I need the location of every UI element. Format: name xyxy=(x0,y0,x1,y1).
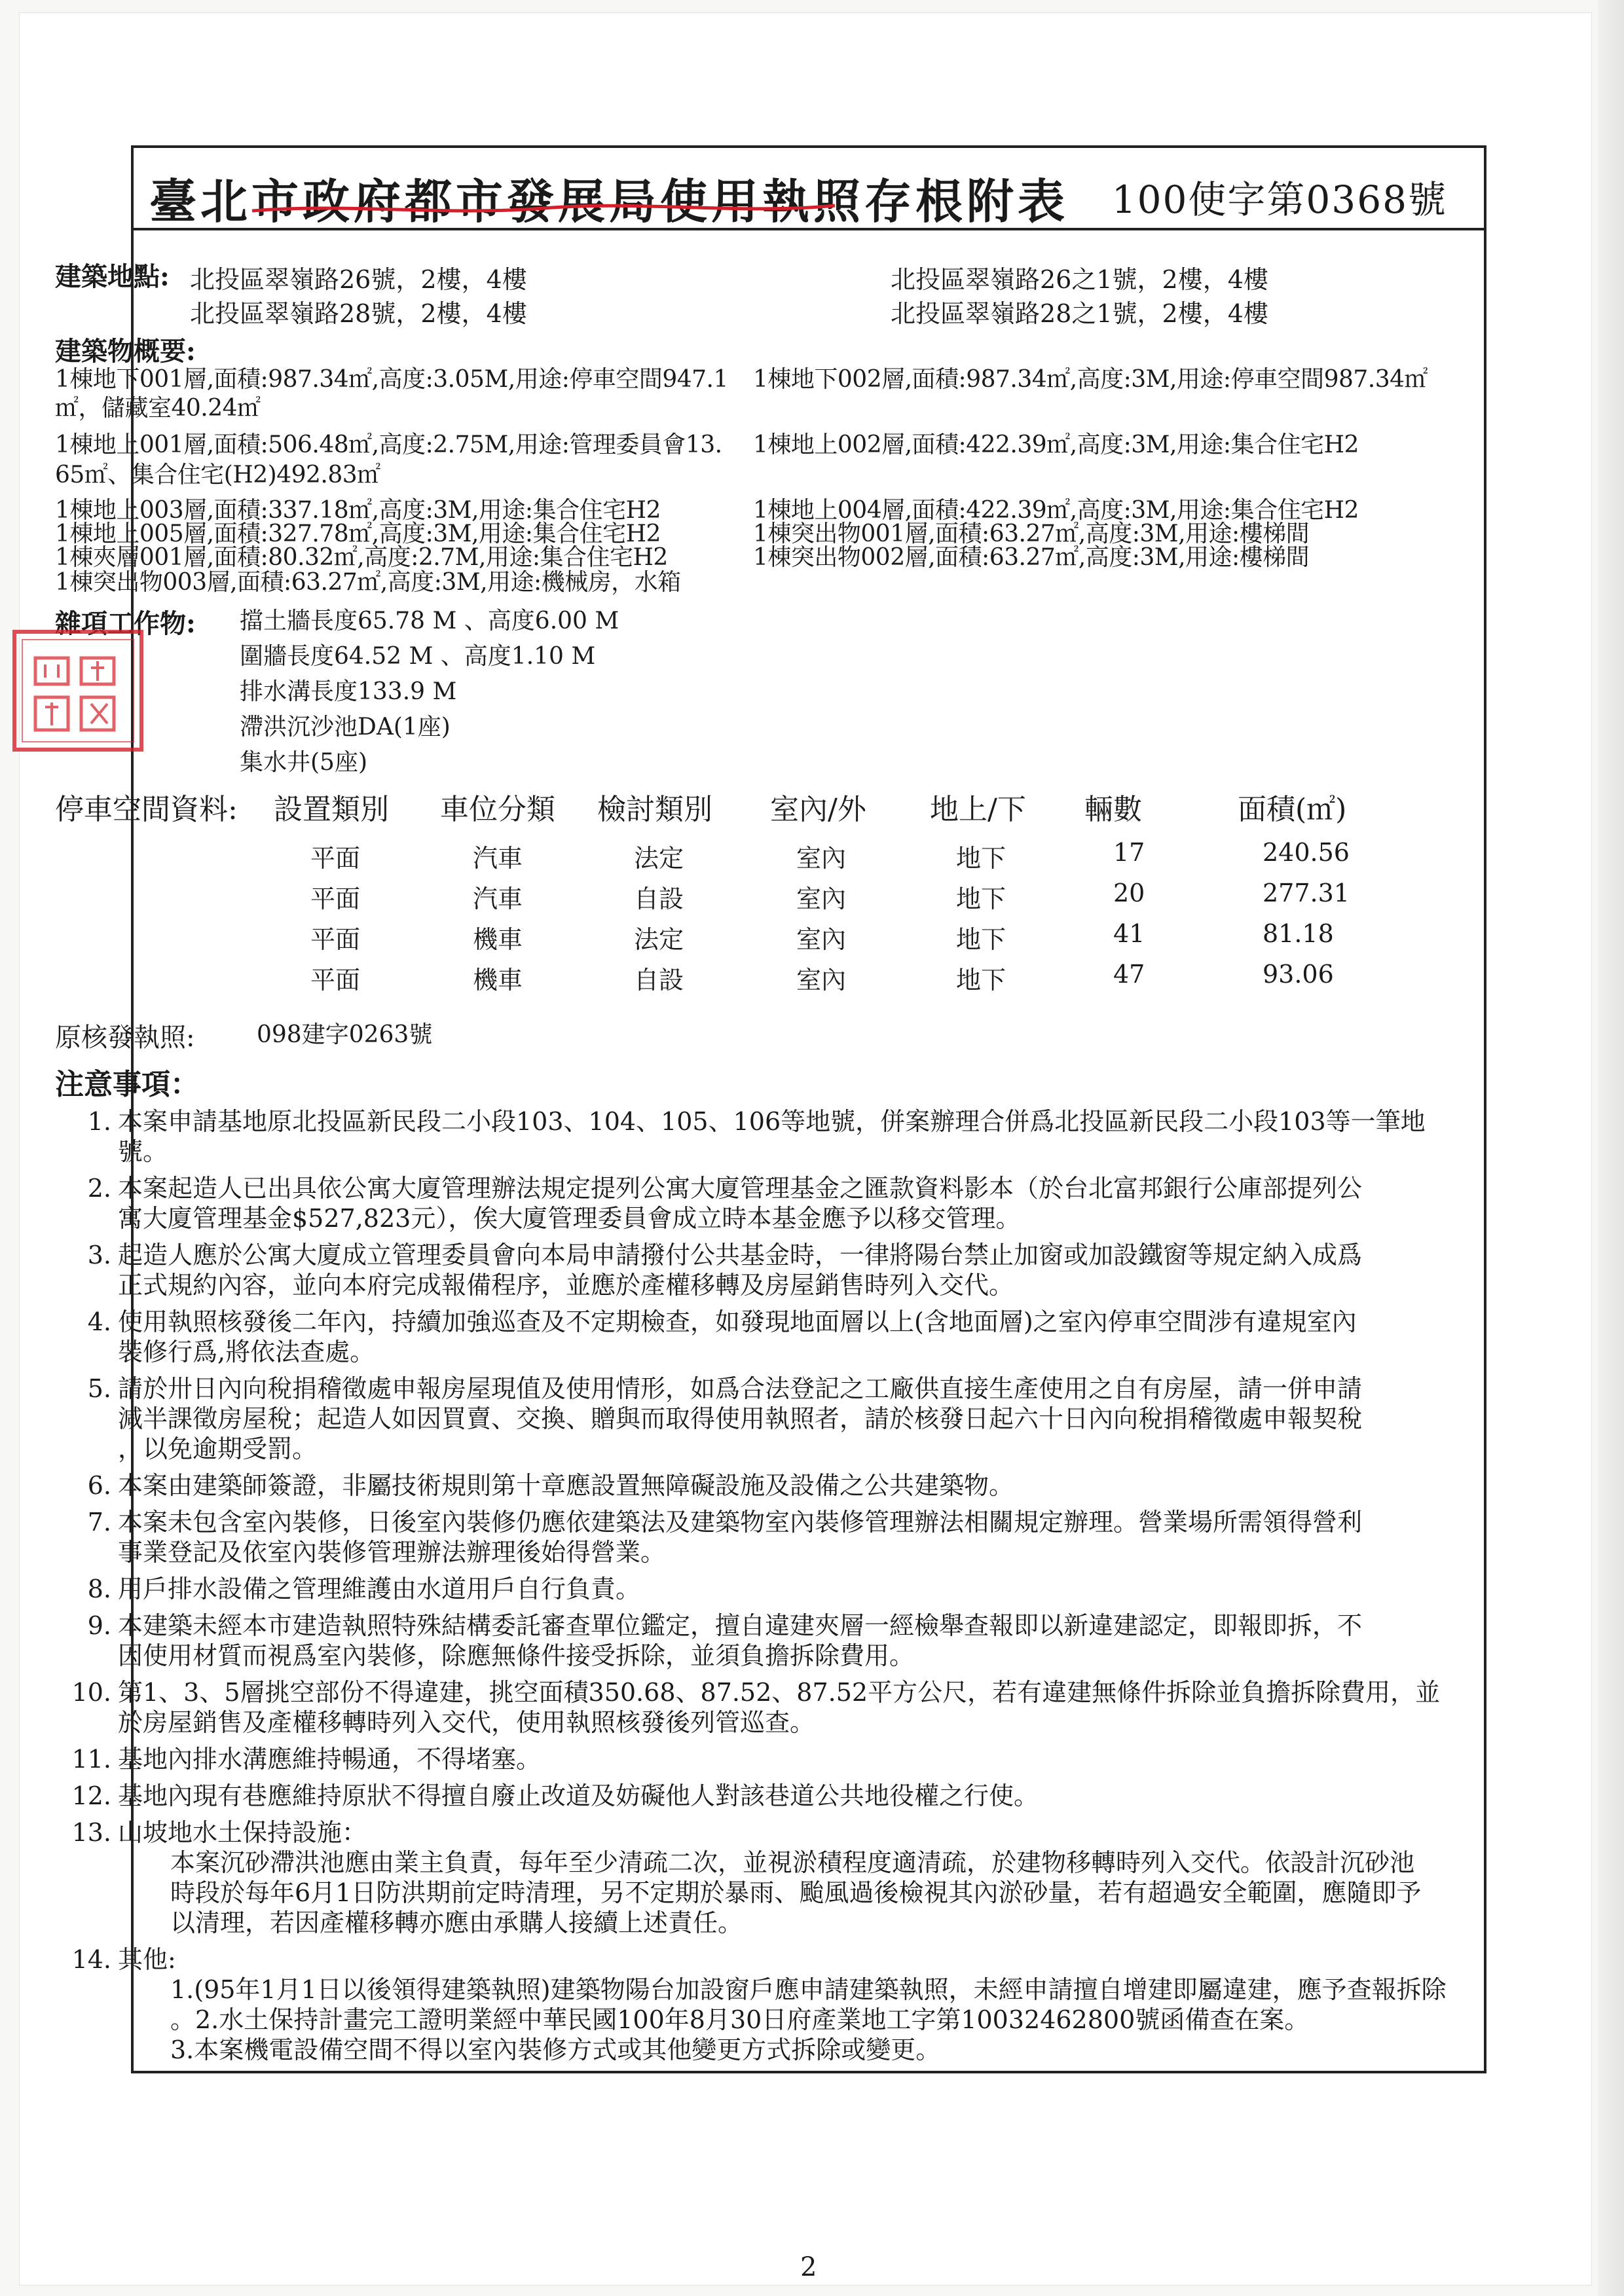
parking-cell: 法定 xyxy=(634,925,684,954)
parking-cell: 20 xyxy=(1113,879,1145,907)
note-line: 以清理，若因產權移轉亦應由承購人接續上述責任。 xyxy=(170,1908,743,1937)
location-label: 建築地點: xyxy=(55,261,170,292)
note-number: 2. xyxy=(87,1174,111,1203)
parking-cell: 81.18 xyxy=(1263,919,1334,948)
parking-cell: 平面 xyxy=(310,884,361,913)
note-line: 第1、3、5層挑空部份不得違建，挑空面積350.68、87.52、87.52平方公尺，若有違建無條件拆除並負擔拆除費用，並 xyxy=(118,1678,1441,1707)
note-item xyxy=(65,1507,1454,1567)
note-line: 起造人應於公寓大廈成立管理委員會向本局申請撥付公共基金時，一律將陽台禁止加窗或加設鐵窗等規定納入成爲 xyxy=(118,1241,1363,1269)
parking-header-5: 地上/下 xyxy=(930,793,1026,826)
address-2: 北投區翠嶺路26之1號，2樓，4樓 xyxy=(891,265,1268,294)
note-line: 本案申請基地原北投區新民段二小段103、104、105、106等地號，併案辦理合併爲北投區新民段二小段103等一筆地 xyxy=(118,1107,1426,1136)
misc-work-4: 滯洪沉沙池DA(1座) xyxy=(240,714,451,740)
parking-cell: 47 xyxy=(1113,960,1145,989)
parking-cell: 地下 xyxy=(956,884,1006,913)
overview-right-1: 1棟地下002層,面積:987.34㎡,高度:3M,用途:停車空間987.34㎡ xyxy=(753,366,1428,393)
overview-label: 建築物概要: xyxy=(55,336,196,367)
parking-header-4: 室內/外 xyxy=(770,793,866,826)
parking-header-1: 設置類別 xyxy=(274,793,389,826)
note-line: 號。 xyxy=(118,1137,168,1166)
parking-header-6: 輛數 xyxy=(1084,793,1142,826)
misc-work-1: 擋土牆長度65.78 M 、高度6.00 M xyxy=(240,608,619,634)
note-line: 使用執照核發後二年內，持續加強巡查及不定期檢查，如發現地面層以上(含地面層)之室內停車空間涉有違規室內 xyxy=(118,1307,1357,1336)
parking-cell: 地下 xyxy=(956,844,1006,873)
note-number: 8. xyxy=(87,1575,111,1603)
parking-cell: 平面 xyxy=(310,925,361,954)
overview-right-5: 1棟突出物002層,面積:63.27㎡,高度:3M,用途:樓梯間 xyxy=(753,544,1310,571)
overview-left-1: 1棟地下001層,面積:987.34㎡,高度:3.05M,用途:停車空間947.1 xyxy=(55,366,728,393)
note-line: 正式規約內容，並向本府完成報備程序，並應於產權移轉及房屋銷售時列入交代。 xyxy=(118,1271,1014,1300)
notes-list xyxy=(65,1106,1454,2071)
address-1: 北投區翠嶺路26號，2樓，4樓 xyxy=(190,265,527,294)
parking-cell: 室內 xyxy=(796,925,847,954)
red-seal-stamp xyxy=(9,625,147,756)
note-number: 7. xyxy=(87,1508,111,1537)
note-number: 14. xyxy=(71,1945,111,1974)
permit-number: 100使字第0368號 xyxy=(1111,177,1447,222)
note-line: 本建築未經本市建造執照特殊結構委託審查單位鑑定，擅自違建夾層一經檢舉查報即以新違建認定，即報即拆，不 xyxy=(118,1611,1363,1640)
note-line: 3.本案機電設備空間不得以室內裝修方式或其他變更方式拆除或變更。 xyxy=(170,2035,941,2064)
red-strike-mark xyxy=(249,196,838,223)
original-permit-value: 098建字0263號 xyxy=(257,1021,433,1048)
note-item xyxy=(65,1944,1454,2065)
parking-cell: 室內 xyxy=(796,884,847,913)
parking-cell: 93.06 xyxy=(1263,960,1334,989)
scan-edge xyxy=(1598,0,1624,2296)
original-permit-label: 原核發執照: xyxy=(55,1023,195,1053)
note-item xyxy=(65,1611,1454,1671)
note-number: 6. xyxy=(87,1471,111,1500)
note-number: 10. xyxy=(71,1678,111,1707)
note-number: 3. xyxy=(87,1241,111,1269)
parking-cell: 自設 xyxy=(634,966,684,994)
note-line: 時段於每年6月1日防洪期前定時清理，另不定期於暴雨、颱風過後檢視其內淤砂量，若有超過安全範圍，應隨即予 xyxy=(170,1878,1422,1907)
address-3: 北投區翠嶺路28號，2樓，4樓 xyxy=(190,299,527,328)
misc-works-label: 雜項工作物: xyxy=(55,608,196,639)
note-line: 基地內排水溝應維持暢通，不得堵塞。 xyxy=(118,1745,542,1774)
parking-cell: 室內 xyxy=(796,844,847,873)
note-item xyxy=(65,1374,1454,1464)
parking-cell: 平面 xyxy=(310,844,361,873)
address-4: 北投區翠嶺路28之1號，2樓，4樓 xyxy=(891,299,1268,328)
parking-cell: 277.31 xyxy=(1263,879,1350,907)
parking-header-3: 檢討類別 xyxy=(597,793,712,826)
note-item xyxy=(65,1677,1454,1738)
overview-left-6: 1棟地上005層,面積:327.78㎡,高度:3M,用途:集合住宅H2 xyxy=(55,520,661,547)
parking-cell: 41 xyxy=(1113,919,1145,948)
note-number: 11. xyxy=(71,1745,111,1774)
note-item xyxy=(65,1574,1454,1604)
note-line: 其他: xyxy=(118,1945,176,1974)
parking-cell: 室內 xyxy=(796,966,847,994)
note-line: 事業登記及依室內裝修管理辦法辦理後始得營業。 xyxy=(118,1538,666,1567)
parking-cell: 地下 xyxy=(956,966,1006,994)
note-line: 請於卅日內向稅捐稽徵處申報房屋現值及使用情形，如爲合法登記之工廠供直接生產使用之自有房屋，請一併申請 xyxy=(118,1374,1363,1403)
note-number: 4. xyxy=(87,1307,111,1336)
parking-cell: 汽車 xyxy=(473,884,523,913)
parking-label: 停車空間資料: xyxy=(55,793,238,826)
note-item xyxy=(65,1106,1454,1167)
note-number: 13. xyxy=(71,1818,111,1847)
overview-left-8: 1棟突出物003層,面積:63.27㎡,高度:3M,用途:機械房，水箱 xyxy=(55,569,681,596)
note-line: 用戶排水設備之管理維護由水道用戶自行負責。 xyxy=(118,1575,641,1603)
note-line: 山坡地水土保持設施： xyxy=(118,1818,367,1847)
note-line: 寓大廈管理基金$527,823元），俟大廈管理委員會成立時本基金應予以移交管理。 xyxy=(118,1204,1021,1233)
note-line: 因使用材質而視爲室內裝修，除應無條件接受拆除，並須負擔拆除費用。 xyxy=(118,1641,915,1670)
note-item xyxy=(65,1470,1454,1501)
note-item xyxy=(65,1173,1454,1233)
misc-work-2: 圍牆長度64.52 M 、高度1.10 M xyxy=(240,643,596,670)
overview-right-3: 1棟地上004層,面積:422.39㎡,高度:3M,用途:集合住宅H2 xyxy=(753,497,1359,524)
note-line: 本案沉砂滯洪池應由業主負責，每年至少清疏二次，並視淤積程度適清疏，於建物移轉時列入交代。依設計沉砂池 xyxy=(170,1848,1415,1877)
note-line: 裝修行爲,將依法查處。 xyxy=(118,1338,375,1366)
note-item xyxy=(65,1781,1454,1811)
note-line: 。2.水土保持計畫完工證明業經中華民國100年8月30日府產業地工字第10032462800號函備查在案。 xyxy=(170,2005,1310,2034)
parking-header-7: 面積(㎡) xyxy=(1238,793,1347,826)
note-line: 減半課徵房屋稅；起造人如因買賣、交換、贈與而取得使用執照者，請於核發日起六十日內向稅捐稽徵處申報契稅 xyxy=(118,1404,1363,1433)
parking-cell: 平面 xyxy=(310,966,361,994)
parking-cell: 法定 xyxy=(634,844,684,873)
page-number: 2 xyxy=(800,2252,817,2282)
overview-left-7: 1棟夾層001層,面積:80.32㎡,高度:2.7M,用途:集合住宅H2 xyxy=(55,544,668,571)
overview-left-2: ㎡，儲藏室40.24㎡ xyxy=(55,395,261,422)
note-item xyxy=(65,1744,1454,1774)
misc-work-5: 集水井(5座) xyxy=(240,749,367,776)
parking-cell: 17 xyxy=(1113,838,1145,867)
overview-left-3: 1棟地上001層,面積:506.48㎡,高度:2.75M,用途:管理委員會13. xyxy=(55,431,722,458)
parking-cell: 240.56 xyxy=(1263,838,1350,867)
parking-cell: 地下 xyxy=(956,925,1006,954)
note-line: 基地內現有巷應維持原狀不得擅自廢止改道及妨礙他人對該巷道公共地役權之行使。 xyxy=(118,1781,1039,1810)
note-number: 5. xyxy=(87,1374,111,1403)
note-line: 本案起造人已出具依公寓大廈管理辦法規定提列公寓大廈管理基金之匯款資料影本（於台北富邦銀行公庫部提列公 xyxy=(118,1174,1363,1203)
note-number: 9. xyxy=(87,1611,111,1640)
parking-header-2: 車位分類 xyxy=(440,793,555,826)
parking-cell: 機車 xyxy=(473,966,523,994)
overview-left-5: 1棟地上003層,面積:337.18㎡,高度:3M,用途:集合住宅H2 xyxy=(55,497,661,524)
overview-right-4: 1棟突出物001層,面積:63.27㎡,高度:3M,用途:樓梯間 xyxy=(753,520,1310,547)
document-title: 臺北市政府都市發展局使用執照存根附表 xyxy=(149,173,1069,229)
note-number: 1. xyxy=(87,1107,111,1136)
parking-cell: 自設 xyxy=(634,884,684,913)
note-line: ，以免逾期受罰。 xyxy=(118,1434,318,1463)
note-number: 12. xyxy=(71,1781,111,1810)
note-line: 本案由建築師簽證，非屬技術規則第十章應設置無障礙設施及設備之公共建築物。 xyxy=(118,1471,1014,1500)
overview-left-4: 65㎡、集合住宅(H2)492.83㎡ xyxy=(55,462,380,488)
note-item xyxy=(65,1817,1454,1938)
notes-label: 注意事項： xyxy=(55,1068,199,1101)
parking-cell: 機車 xyxy=(473,925,523,954)
note-item xyxy=(65,1307,1454,1367)
overview-right-2: 1棟地上002層,面積:422.39㎡,高度:3M,用途:集合住宅H2 xyxy=(753,431,1359,458)
note-line: 本案未包含室內裝修，日後室內裝修仍應依建築法及建築物室內裝修管理辦法相關規定辦理。營業場所需領得營利 xyxy=(118,1508,1363,1537)
note-line: 於房屋銷售及產權移轉時列入交代，使用執照核發後列管巡查。 xyxy=(118,1708,815,1737)
parking-cell: 汽車 xyxy=(473,844,523,873)
note-item xyxy=(65,1240,1454,1300)
note-line: 1.(95年1月1日以後領得建築執照)建築物陽台加設窗戶應申請建築執照，未經申請擅自增建即屬違建，應予查報拆除 xyxy=(170,1975,1447,2004)
misc-work-3: 排水溝長度133.9 M xyxy=(240,678,457,705)
